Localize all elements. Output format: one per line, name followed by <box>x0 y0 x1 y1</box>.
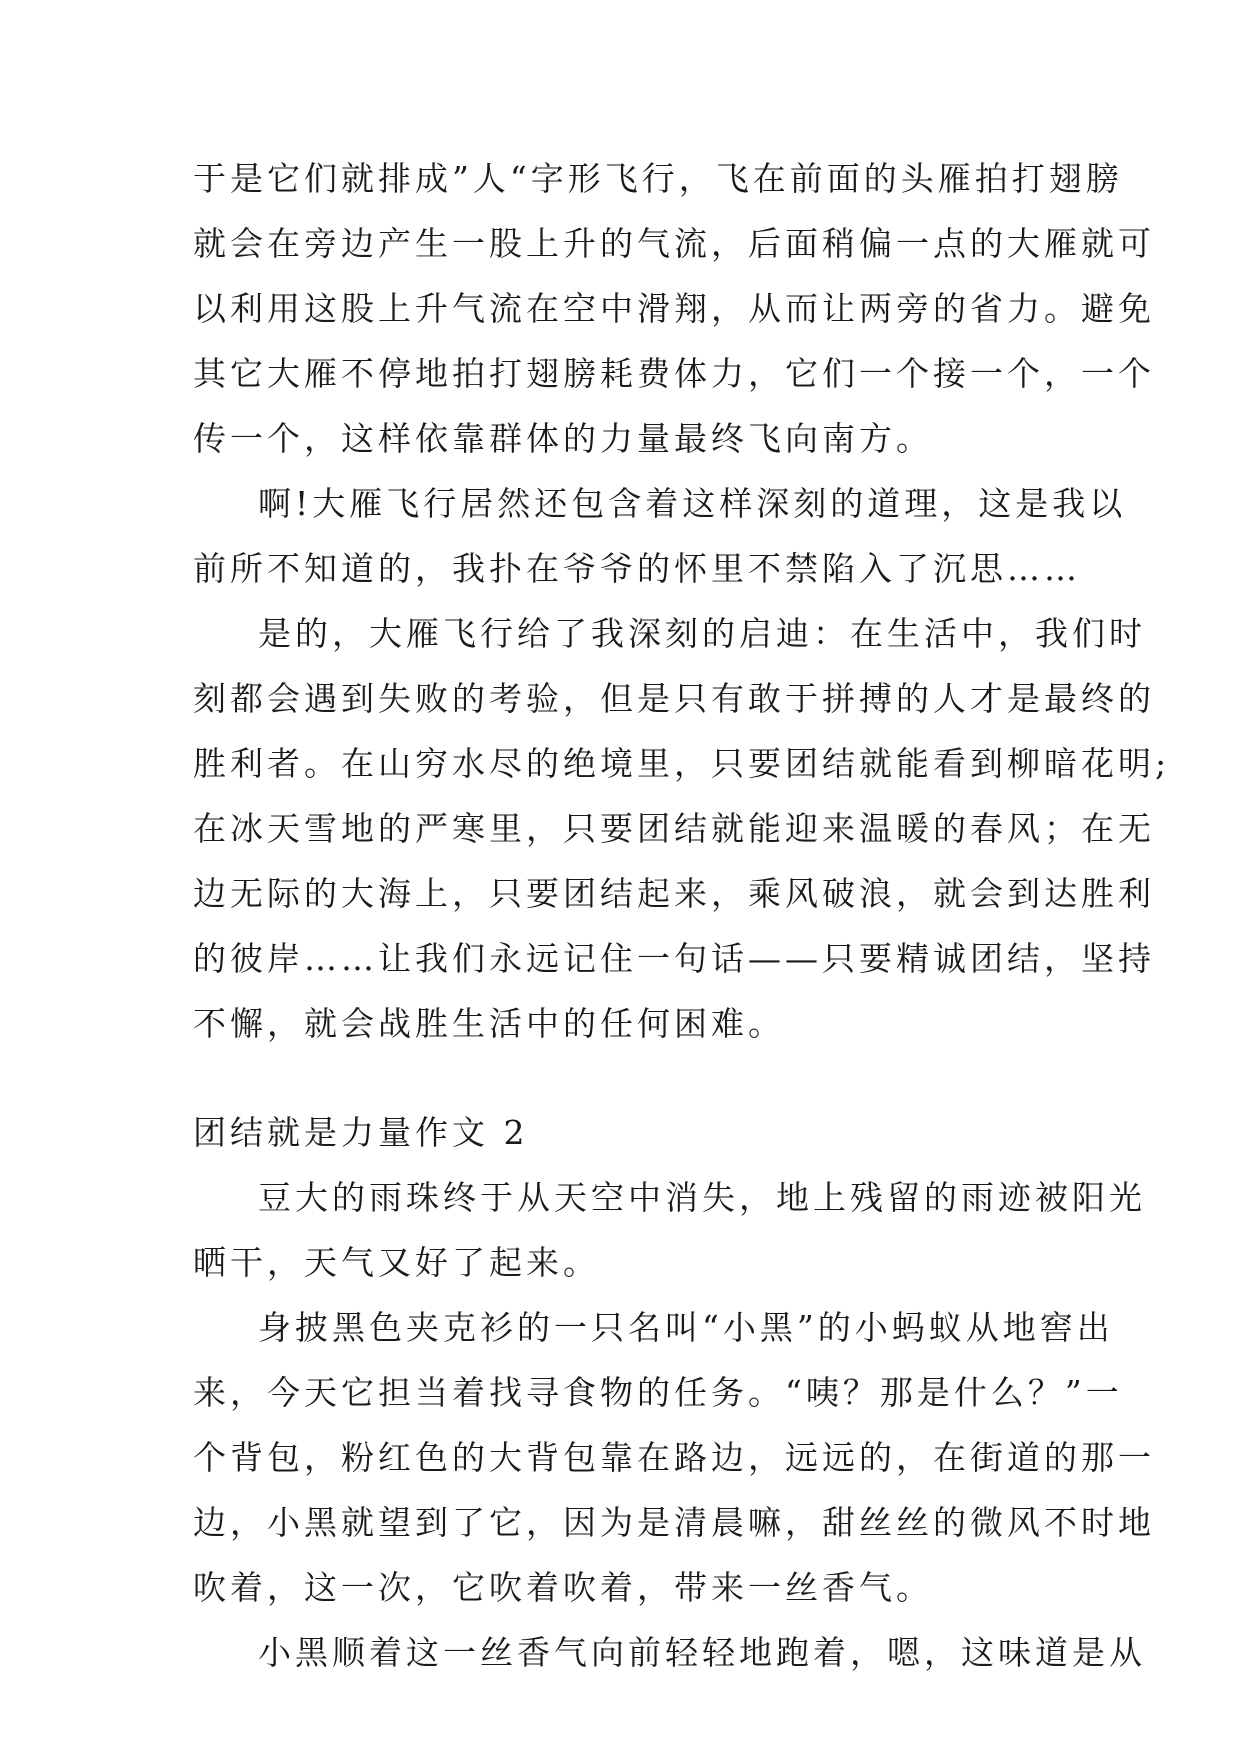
paragraph-first-line: 身披黑色夹克衫的一只名叫“小黑”的小蚂蚁从地窖出 <box>258 1308 1114 1347</box>
text-line: 边无际的大海上，只要团结起来，乘风破浪，就会到达胜利 <box>193 874 1155 913</box>
text-line: 其它大雁不停地拍打翅膀耗费体力，它们一个接一个，一个 <box>193 354 1155 393</box>
paragraph-first-line: 是的，大雁飞行给了我深刻的启迪：在生活中，我们时 <box>258 614 1146 653</box>
text-line: 个背包，粉红色的大背包靠在路边，远远的，在街道的那一 <box>193 1438 1155 1477</box>
text-line: 以利用这股上升气流在空中滑翔，从而让两旁的省力。避免 <box>193 289 1155 328</box>
section-heading: 团结就是力量作文 2 <box>193 1113 529 1152</box>
text-line: 前所不知道的，我扑在爷爷的怀里不禁陷入了沉思…… <box>193 549 1081 588</box>
paragraph-first-line: 啊!大雁飞行居然还包含着这样深刻的道理，这是我以 <box>258 484 1127 523</box>
paragraph-first-line: 豆大的雨珠终于从天空中消失，地上残留的雨迹被阳光 <box>258 1178 1146 1217</box>
text-line: 不懈，就会战胜生活中的任何困难。 <box>193 1004 785 1043</box>
text-line: 在冰天雪地的严寒里，只要团结就能迎来温暖的春风；在无 <box>193 809 1155 848</box>
text-line: 边，小黑就望到了它，因为是清晨嘛，甜丝丝的微风不时地 <box>193 1503 1155 1542</box>
text-line: 吹着，这一次，它吹着吹着，带来一丝香气。 <box>193 1568 933 1607</box>
paragraph-first-line: 小黑顺着这一丝香气向前轻轻地跑着，嗯，这味道是从 <box>258 1633 1146 1672</box>
text-line: 晒干，天气又好了起来。 <box>193 1243 600 1282</box>
text-line: 刻都会遇到失败的考验，但是只有敢于拼搏的人才是最终的 <box>193 679 1155 718</box>
text-line: 的彼岸……让我们永远记住一句话——只要精诚团结，坚持 <box>193 939 1155 978</box>
text-line: 胜利者。在山穷水尽的绝境里，只要团结就能看到柳暗花明; <box>193 744 1171 783</box>
text-line: 来，今天它担当着找寻食物的任务。“咦？那是什么？”一 <box>193 1373 1123 1412</box>
text-line: 于是它们就排成”人“字形飞行，飞在前面的头雁拍打翅膀 <box>193 159 1123 198</box>
text-line: 传一个，这样依靠群体的力量最终飞向南方。 <box>193 419 933 458</box>
text-line: 就会在旁边产生一股上升的气流，后面稍偏一点的大雁就可 <box>193 224 1155 263</box>
